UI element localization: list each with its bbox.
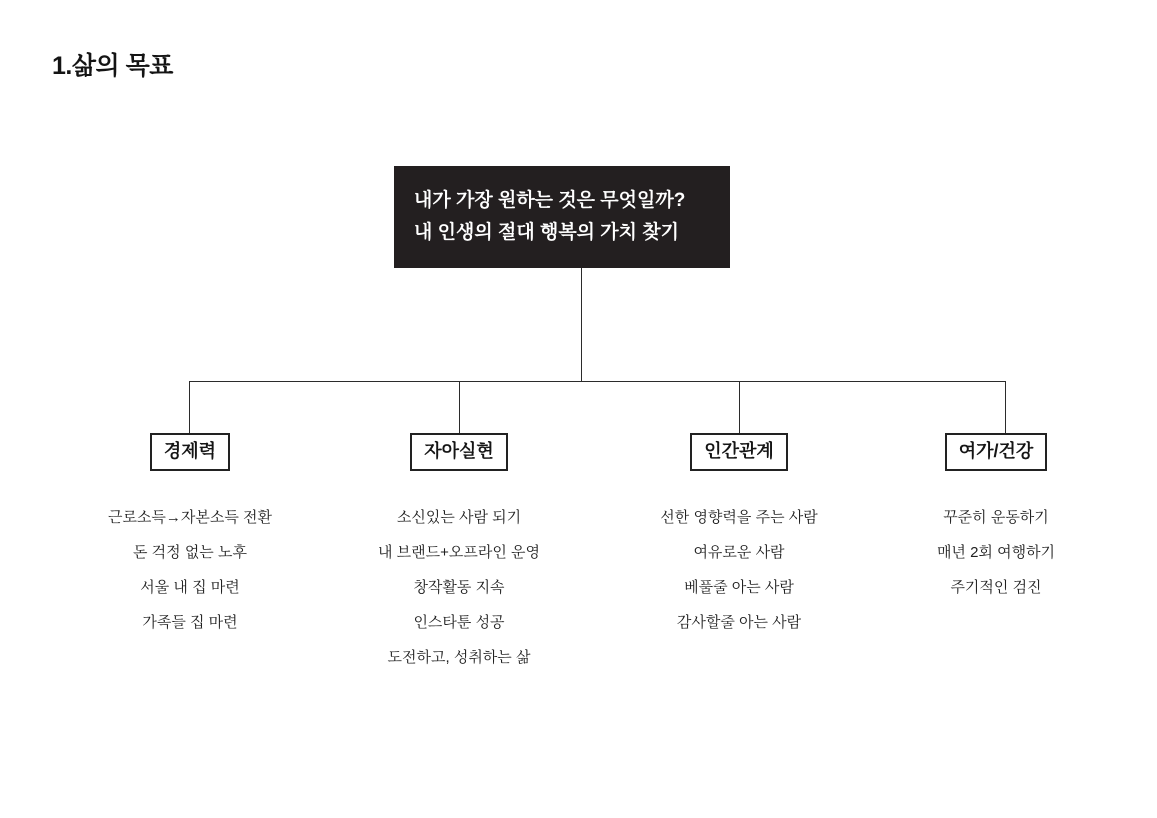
branch-self-realization xyxy=(339,433,579,675)
branch-item: 주기적인 검진 xyxy=(950,579,1042,596)
connector-drop-1 xyxy=(189,381,190,433)
root-node xyxy=(394,166,730,268)
branch-item: 가족들 집 마련 xyxy=(142,614,238,631)
branch-leisure-health xyxy=(876,433,1116,605)
root-node-line-2: 내 인생의 절대 행복의 가치 찾기 xyxy=(414,222,679,243)
connector-drop-2 xyxy=(459,381,460,433)
branch-item: 여유로운 사람 xyxy=(693,544,785,561)
branch-title-relationships: 인간관계 xyxy=(690,433,788,471)
connector-trunk-vertical xyxy=(581,268,582,381)
branch-title-leisure-health: 여가/건강 xyxy=(945,433,1048,471)
connector-drop-4 xyxy=(1005,381,1006,433)
branch-items-leisure-health xyxy=(937,500,1055,605)
branch-items-relationships xyxy=(660,500,817,640)
branch-title-economy: 경제력 xyxy=(150,433,230,471)
branch-item: 인스타툰 성공 xyxy=(413,614,505,631)
branch-item: 매년 2회 여행하기 xyxy=(936,544,1056,561)
branch-item: 꾸준히 운동하기 xyxy=(943,509,1049,526)
branch-economy xyxy=(70,433,310,640)
branch-items-economy xyxy=(108,500,272,640)
page-title: 1.삶의 목표 xyxy=(52,52,173,80)
connector-horizontal-bar xyxy=(189,381,1006,382)
branch-item: 감사할줄 아는 사람 xyxy=(676,614,802,631)
branch-item: 돈 걱정 없는 노후 xyxy=(133,544,247,561)
branch-relationships xyxy=(619,433,859,640)
root-node-line-1: 내가 가장 원하는 것은 무엇일까? xyxy=(414,190,686,211)
branch-item: 소신있는 사람 되기 xyxy=(396,509,522,526)
branch-item: 근로소득→자본소득 전환 xyxy=(107,509,273,526)
connector-drop-3 xyxy=(739,381,740,433)
branch-item: 베풀줄 아는 사람 xyxy=(684,579,794,596)
branch-item: 내 브랜드+오프라인 운영 xyxy=(378,544,540,561)
branch-items-self-realization xyxy=(378,500,540,675)
branch-item: 도전하고, 성취하는 삶 xyxy=(387,649,531,666)
branch-item: 선한 영향력을 주는 사람 xyxy=(660,509,818,526)
branch-title-self-realization: 자아실현 xyxy=(410,433,508,471)
branch-item: 창작활동 지속 xyxy=(413,579,505,596)
branch-item: 서울 내 집 마련 xyxy=(140,579,240,596)
